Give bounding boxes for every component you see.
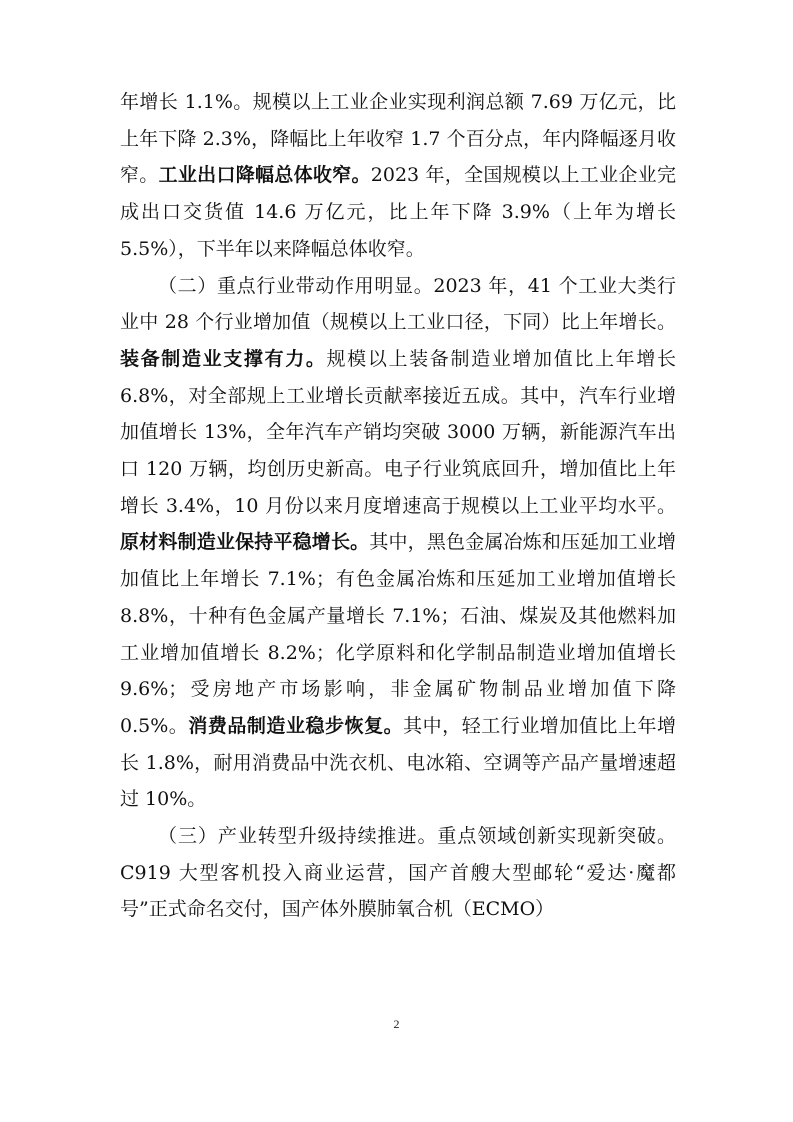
bold-heading-equipment-manufacturing: 装备制造业支撑有力。 xyxy=(120,347,327,370)
paragraph-2 xyxy=(120,268,676,819)
text-run: 年增长 1.1%。规模以上工业企业实现利润总额 7.69 万亿元，比上年下降 2.3%，降幅比上年收窄 1.7 个百分点，年内降幅逐月收窄。 xyxy=(120,91,676,187)
text-run: 其中，黑色金属冶炼和压延加工业增加值比上年增长 7.1%；有色金属冶炼和压延加工业增加值增长 8.8%，十种有色金属产量增长 7.1%；石油、煤炭及其他燃料加工业增加值增长 8.2%；化学原料和化学制品制造业增加值增长 9.6%；受房地产市场影响，非金属矿物制品业增加值下降 0.5%。 xyxy=(120,531,676,737)
page-number: 2 xyxy=(393,1017,400,1031)
bold-heading-industrial-export: 工业出口降幅总体收窄。 xyxy=(158,164,371,187)
paragraph-1 xyxy=(120,84,676,268)
bold-heading-consumer-goods: 消费品制造业稳步恢复。 xyxy=(188,714,404,737)
text-run: 规模以上装备制造业增加值比上年增长 6.8%，对全部规上工业增长贡献率接近五成。其中，汽车行业增加值增长 13%，全年汽车产销均突破 3000 万辆，新能源汽车出口 120 万辆，均创历史新高。电子行业筑底回升，增加值比上年增长 3.4%，10 月份以来月度增速高于规模以上工业平均水平。 xyxy=(120,347,676,517)
text-run: 其中，轻工行业增加值比上年增长 1.8%，耐用消费品中洗衣机、电冰箱、空调等产品产量增速超过 10%。 xyxy=(120,714,676,811)
paragraph-3 xyxy=(120,818,676,928)
body-text xyxy=(120,84,676,928)
text-run: （三）产业转型升级持续推进。重点领域创新实现新突破。C919 大型客机投入商业运营，国产首艘大型邮轮“爱达·魔都号”正式命名交付，国产体外膜肺氧合机（ECMO） xyxy=(120,825,676,921)
text-run: 2023 年，全国规模以上工业企业完成出口交货值 14.6 万亿元，比上年下降 3.9%（上年为增长 5.5%），下半年以来降幅总体收窄。 xyxy=(120,164,676,260)
bold-heading-raw-materials: 原材料制造业保持平稳增长。 xyxy=(120,531,370,554)
text-run: （二）重点行业带动作用明显。2023 年，41 个工业大类行业中 28 个行业增加值（规模以上工业口径，下同）比上年增长。 xyxy=(120,274,676,334)
